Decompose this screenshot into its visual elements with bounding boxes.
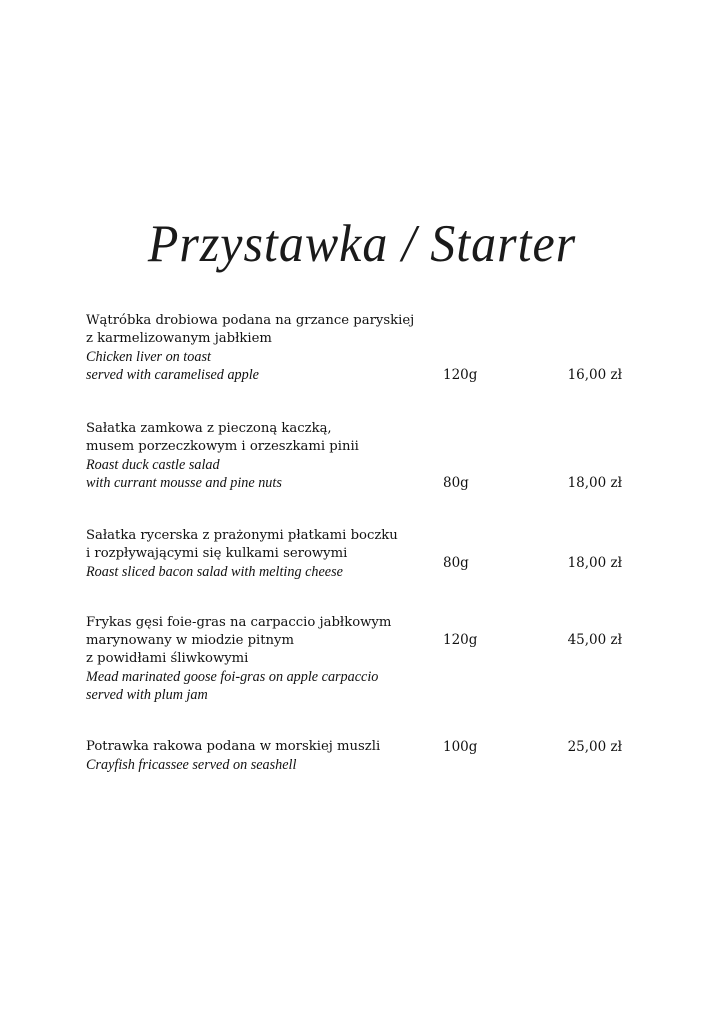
item-name-pl: musem porzeczkowym i orzeszkami pinii xyxy=(86,439,359,454)
item-price: 16,00 zł xyxy=(567,367,622,383)
item-weight: 80g xyxy=(443,475,469,491)
menu-item xyxy=(86,420,646,500)
item-name-en: Chicken liver on toast xyxy=(86,349,211,365)
menu-item xyxy=(86,738,646,778)
menu-item xyxy=(86,614,646,709)
item-name-pl: Potrawka rakowa podana w morskiej muszli xyxy=(86,739,381,754)
menu-item xyxy=(86,312,646,392)
item-name-pl: i rozpływającymi się kulkami serowymi xyxy=(86,546,348,561)
page-title: Przystawka / Starter xyxy=(147,213,577,273)
item-price: 45,00 zł xyxy=(567,632,622,648)
item-name-en: Roast sliced bacon salad with melting cheese xyxy=(86,564,343,580)
item-weight: 100g xyxy=(443,739,478,755)
item-name-en: Mead marinated goose foi-gras on apple carpaccio xyxy=(86,669,379,685)
item-price: 25,00 zł xyxy=(567,739,622,755)
item-name-en: served with caramelised apple xyxy=(86,367,259,383)
item-name-pl: Sałatka zamkowa z pieczoną kaczką, xyxy=(86,421,332,436)
item-name-pl: Sałatka rycerska z prażonymi płatkami boczku xyxy=(86,528,398,543)
item-name-pl: marynowany w miodzie pitnym xyxy=(86,633,294,648)
item-name-en: Crayfish fricassee served on seashell xyxy=(86,757,297,773)
item-name-en: with currant mousse and pine nuts xyxy=(86,475,282,491)
item-name-en: Roast duck castle salad xyxy=(86,457,220,473)
item-weight: 120g xyxy=(443,632,478,648)
item-name-pl: Frykas gęsi foie-gras na carpaccio jabłkowym xyxy=(86,615,392,630)
menu-item xyxy=(86,527,646,587)
item-weight: 120g xyxy=(443,367,478,383)
item-name-pl: z karmelizowanym jabłkiem xyxy=(86,331,272,346)
item-name-pl: Wątróbka drobiowa podana na grzance paryskiej xyxy=(86,313,415,328)
item-price: 18,00 zł xyxy=(567,555,622,571)
item-name-en: served with plum jam xyxy=(86,687,208,703)
item-weight: 80g xyxy=(443,555,469,571)
item-price: 18,00 zł xyxy=(567,475,622,491)
item-name-pl: z powidłami śliwkowymi xyxy=(86,651,249,666)
